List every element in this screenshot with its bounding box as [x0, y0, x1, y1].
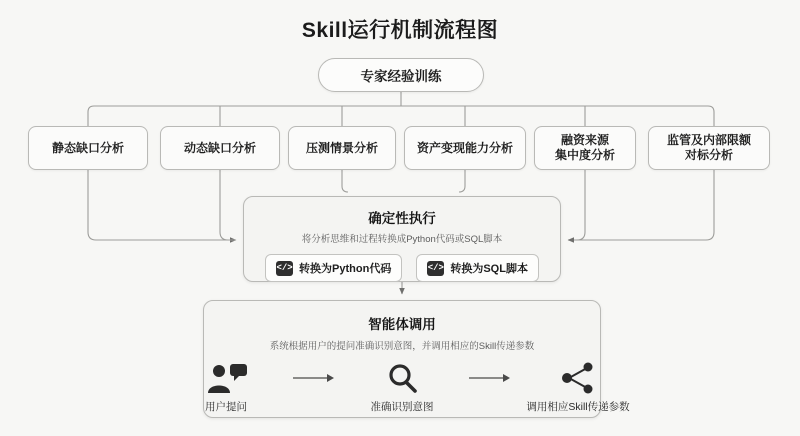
node-label: 资产变现能力分析	[416, 140, 513, 155]
node-label: 动态缺口分析	[183, 140, 256, 155]
chip-label: 转换为Python代码	[299, 263, 392, 275]
arrow-right-icon	[293, 360, 335, 396]
node-funding-source-concentration-analysis[interactable]	[534, 126, 636, 170]
node-label-line1: 融资来源	[560, 133, 609, 147]
node-expert-training[interactable]	[318, 58, 484, 92]
panel-agent-invocation	[203, 300, 630, 418]
panel-deterministic-execution	[243, 196, 561, 282]
step-intent-recognition[interactable]	[347, 360, 457, 414]
node-static-gap-analysis[interactable]	[28, 126, 148, 170]
agent-title: 智能体调用	[368, 317, 436, 332]
arrow-right-icon	[469, 360, 511, 396]
execution-chip-row	[265, 254, 539, 282]
agent-subtitle: 系统根据用户的提问准确识别意图，并调用相应的Skill传递参数	[269, 341, 535, 352]
code-icon: </>	[427, 261, 444, 276]
chip-convert-to-sql[interactable]	[416, 254, 539, 282]
step-skill-invocation[interactable]	[523, 360, 633, 414]
magnifier-icon	[384, 360, 420, 396]
execution-subtitle: 将分析思维和过程转换成Python代码或SQL脚本	[301, 234, 503, 245]
chip-label: 转换为SQL脚本	[450, 263, 528, 275]
node-label: 静态缺口分析	[51, 140, 124, 155]
node-regulatory-limit-benchmark-analysis[interactable]	[648, 126, 770, 170]
share-nodes-icon	[558, 360, 598, 396]
user-question-icon	[203, 360, 249, 396]
code-icon: </>	[276, 261, 293, 276]
node-stress-scenario-analysis[interactable]	[288, 126, 396, 170]
node-expert-training-label: 专家经验训练	[360, 69, 442, 84]
node-dynamic-gap-analysis[interactable]	[160, 126, 280, 170]
node-label: 压测情景分析	[305, 140, 378, 155]
step-label: 用户提问	[205, 401, 247, 413]
step-user-question[interactable]	[171, 360, 281, 414]
page-title: Skill运行机制流程图	[301, 19, 499, 42]
execution-title: 确定性执行	[368, 211, 436, 226]
node-label-line2: 对标分析	[684, 148, 733, 162]
step-label: 调用相应Skill传递参数	[526, 401, 630, 413]
step-label: 准确识别意图	[370, 401, 434, 413]
node-label-line1: 监管及内部限额	[666, 133, 751, 147]
chip-convert-to-python[interactable]	[265, 254, 402, 282]
node-label-line2: 集中度分析	[554, 148, 615, 162]
agent-step-flow	[171, 360, 633, 414]
node-asset-liquidation-analysis[interactable]	[404, 126, 526, 170]
